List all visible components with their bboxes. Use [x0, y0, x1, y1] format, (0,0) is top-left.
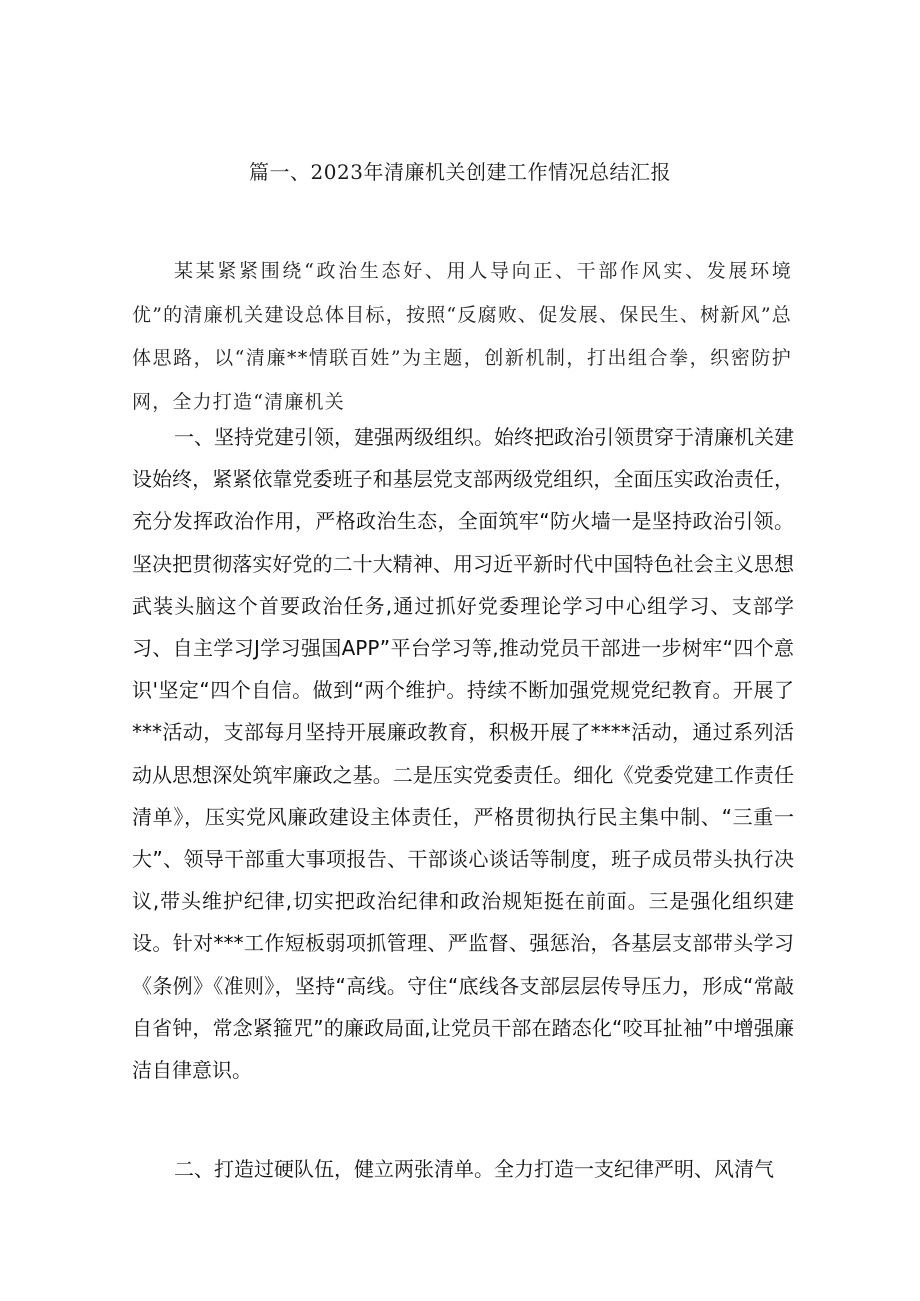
- section-two-paragraph: 二、打造过硬队伍，健立两张清单。全力打造一支纪律严明、风清气: [174, 1157, 774, 1181]
- intro-paragraph: 某某紧紧围绕“政治生态好、用人导向正、干部作风实、发展环境优”的清廉机关建设总体目标，按照“反腐败、促发展、保民生、树新风”总体思路，以“清廉**情联百姓”为主题，创新机制，打出组合拳，织密防护网，全力打造“清廉机关: [132, 260, 792, 413]
- section-one-paragraph: 一、坚持党建引领，建强两级组织。始终把政治引领贯穿于清廉机关建设始终，紧紧依靠党委班子和基层党支部两级党组织，全面压实政治责任，充分发挥政治作用，严格政治生态，全面筑牢“防火墙一是坚持政治引领。坚决把贯彻落实好党的二十大精神、用习近平新时代中国特色社会主义思想武装头脑这个首要政治任务,通过抓好党委理论学习中心组学习、支部学习、自主学习J学习强国APP”平台学习等,推动党员干部进一步树牢“四个意识'坚定“四个自信。做到“两个维护。持续不断加强党规党纪教育。开展了***活动，支部每月坚持开展廉政教育，积极开展了****活动，通过系列活动从思想深处筑牢廉政之基。二是压实党委责任。细化《党委党建工作责任清单》，压实党风廉政建设主体责任，严格贯彻执行民主集中制、“三重一大”、领导干部重大事项报告、干部谈心谈话等制度，班子成员带头执行决议,带头维护纪律,切实把政治纪律和政治规矩挺在前面。三是强化组织建设。针对***工作短板弱项抓管理、严监督、强惩治，各基层支部带头学习《条例》《准则》，坚持“高线。守住“底线各支部层层传导压力，形成“常敲自省钟，常念紧箍咒”的廉政局面,让党员干部在踏态化“咬耳扯袖”中增强廉洁自律意识。: [132, 425, 794, 1083]
- document-title: 篇一、2023年清廉机关创建工作情况总结汇报: [249, 160, 671, 184]
